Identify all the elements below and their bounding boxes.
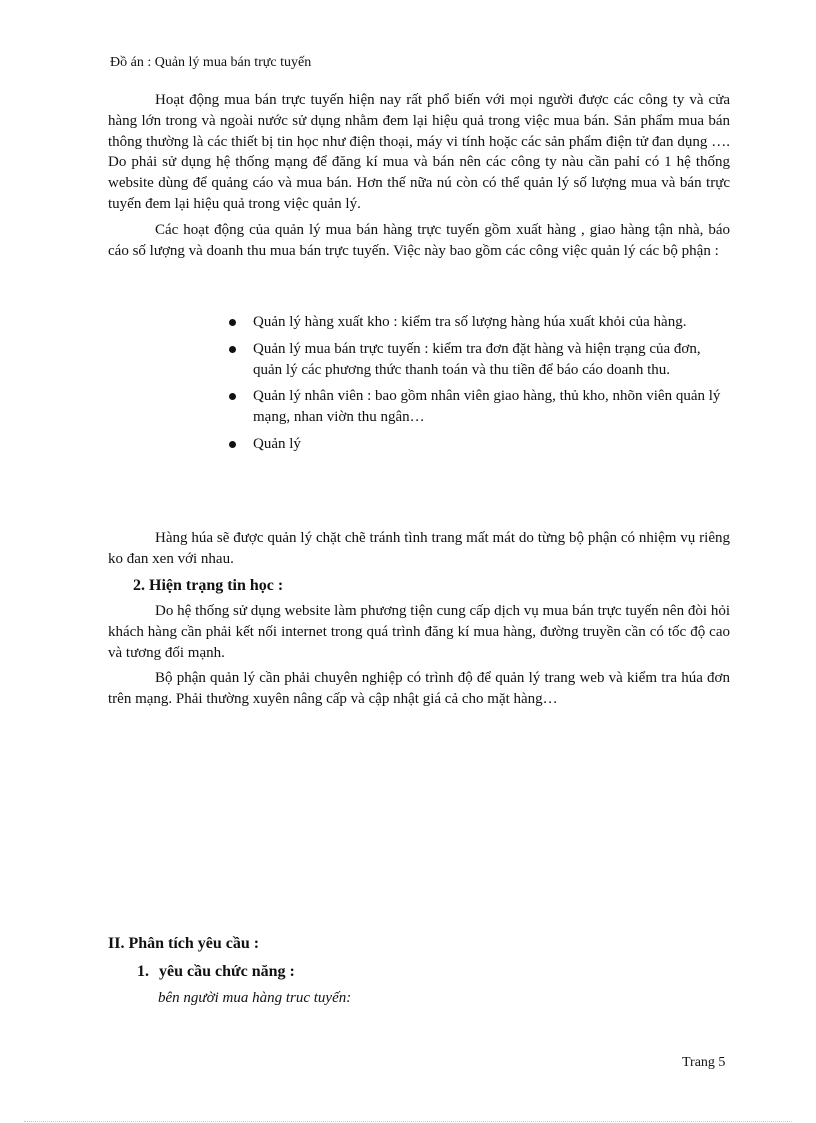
list-item-text: Quản lý nhân viên : bao gồm nhân viên giao hàng, thủ kho, nhõn viên quản lý mạng, nhan viờn thu ngân… [253,388,721,426]
bullet-icon [229,441,236,448]
intro-paragraph-2: Các hoạt động của quản lý mua bán hàng trực tuyến gồm xuất hàng , giao hàng tận nhà, báo cáo số lượng và doanh thu mua bán trực tuyến. Việc này bao gồm các công việc quản lý các bộ phận : [108,221,730,259]
intro-paragraph-1: Hoạt động mua bán trực tuyến hiện nay rất phổ biến với mọi người được các công ty và cửa hàng lớn trong và ngoài nước sử dụng nhằm đem lại hiệu quả trong việc mua bán. Sản phẩm mua bán thông thường là các thiết bị tin học như điện thoại, máy vi tính hoặc các sản phẩm điện tử đan dụng …. Do phải sử dụng hệ thống mạng để đăng kí mua và bán nên các công ty nàu cần pahỉ có 1 hệ thống website dùng để quảng cáo và mua bán. Hơn thế nữa nú còn có thể quản lý số lượng mua và bán trực tuyến đem lại hiệu quả trong việc quản lý. [108,92,730,212]
subsection-heading [137,962,295,982]
running-header: Đồ án : Quản lý mua bán trực tuyến [110,55,312,70]
intro-section [108,90,730,261]
list-item-text: Quản lý hàng xuất kho : kiểm tra số lượng hàng húa xuất khỏi của hàng. [253,314,687,330]
list-item [229,339,729,381]
list-item [229,312,729,333]
section-2-paragraph-1: Do hệ thống sử dụng website làm phương tiện cung cấp dịch vụ mua bán trực tuyến nên đòi hỏi khách hàng cần phải kết nối internet trong quá trình đăng kí mua hàng, đường truyền cần có tốc độ cao và tương đối mạnh. [108,603,730,661]
bullet-icon [229,319,236,326]
subsection-title: yêu cầu chức năng : [159,963,295,980]
section-2-paragraph-2: Bộ phận quản lý cần phải chuyên nghiệp có trình độ để quản lý trang web và kiểm tra húa đơn trên mạng. Phải thường xuyên nâng cấp và cập nhật giá cả cho mặt hàng… [108,670,730,708]
bullet-icon [229,393,236,400]
summary-section [108,528,730,570]
page-number: Trang 5 [682,1055,726,1070]
list-item [229,386,729,428]
department-list [229,312,729,461]
list-item-text: Quản lý [253,435,301,452]
section-II-heading: II. Phân tích yêu cầu : [108,935,260,952]
italic-note: bên người mua hàng truc tuyến: [158,990,352,1006]
footer-divider [24,1121,792,1122]
list-item [229,434,729,455]
list-item-text: Quản lý mua bán trực tuyến : kiểm tra đơn đặt hàng và hiện trạng của đơn, quản lý các phương thức thanh toán và thu tiền để báo cáo doanh thu. [253,340,701,378]
section-2-heading: 2. Hiện trạng tin học : [133,577,284,594]
section-2-body [108,601,730,710]
summary-paragraph: Hàng húa sẽ được quản lý chặt chẽ tránh tình trang mất mát do từng bộ phận có nhiệm vụ riêng ko đan xen với nhau. [108,530,730,567]
bullet-icon [229,346,236,353]
subsection-number: 1. [137,963,149,980]
